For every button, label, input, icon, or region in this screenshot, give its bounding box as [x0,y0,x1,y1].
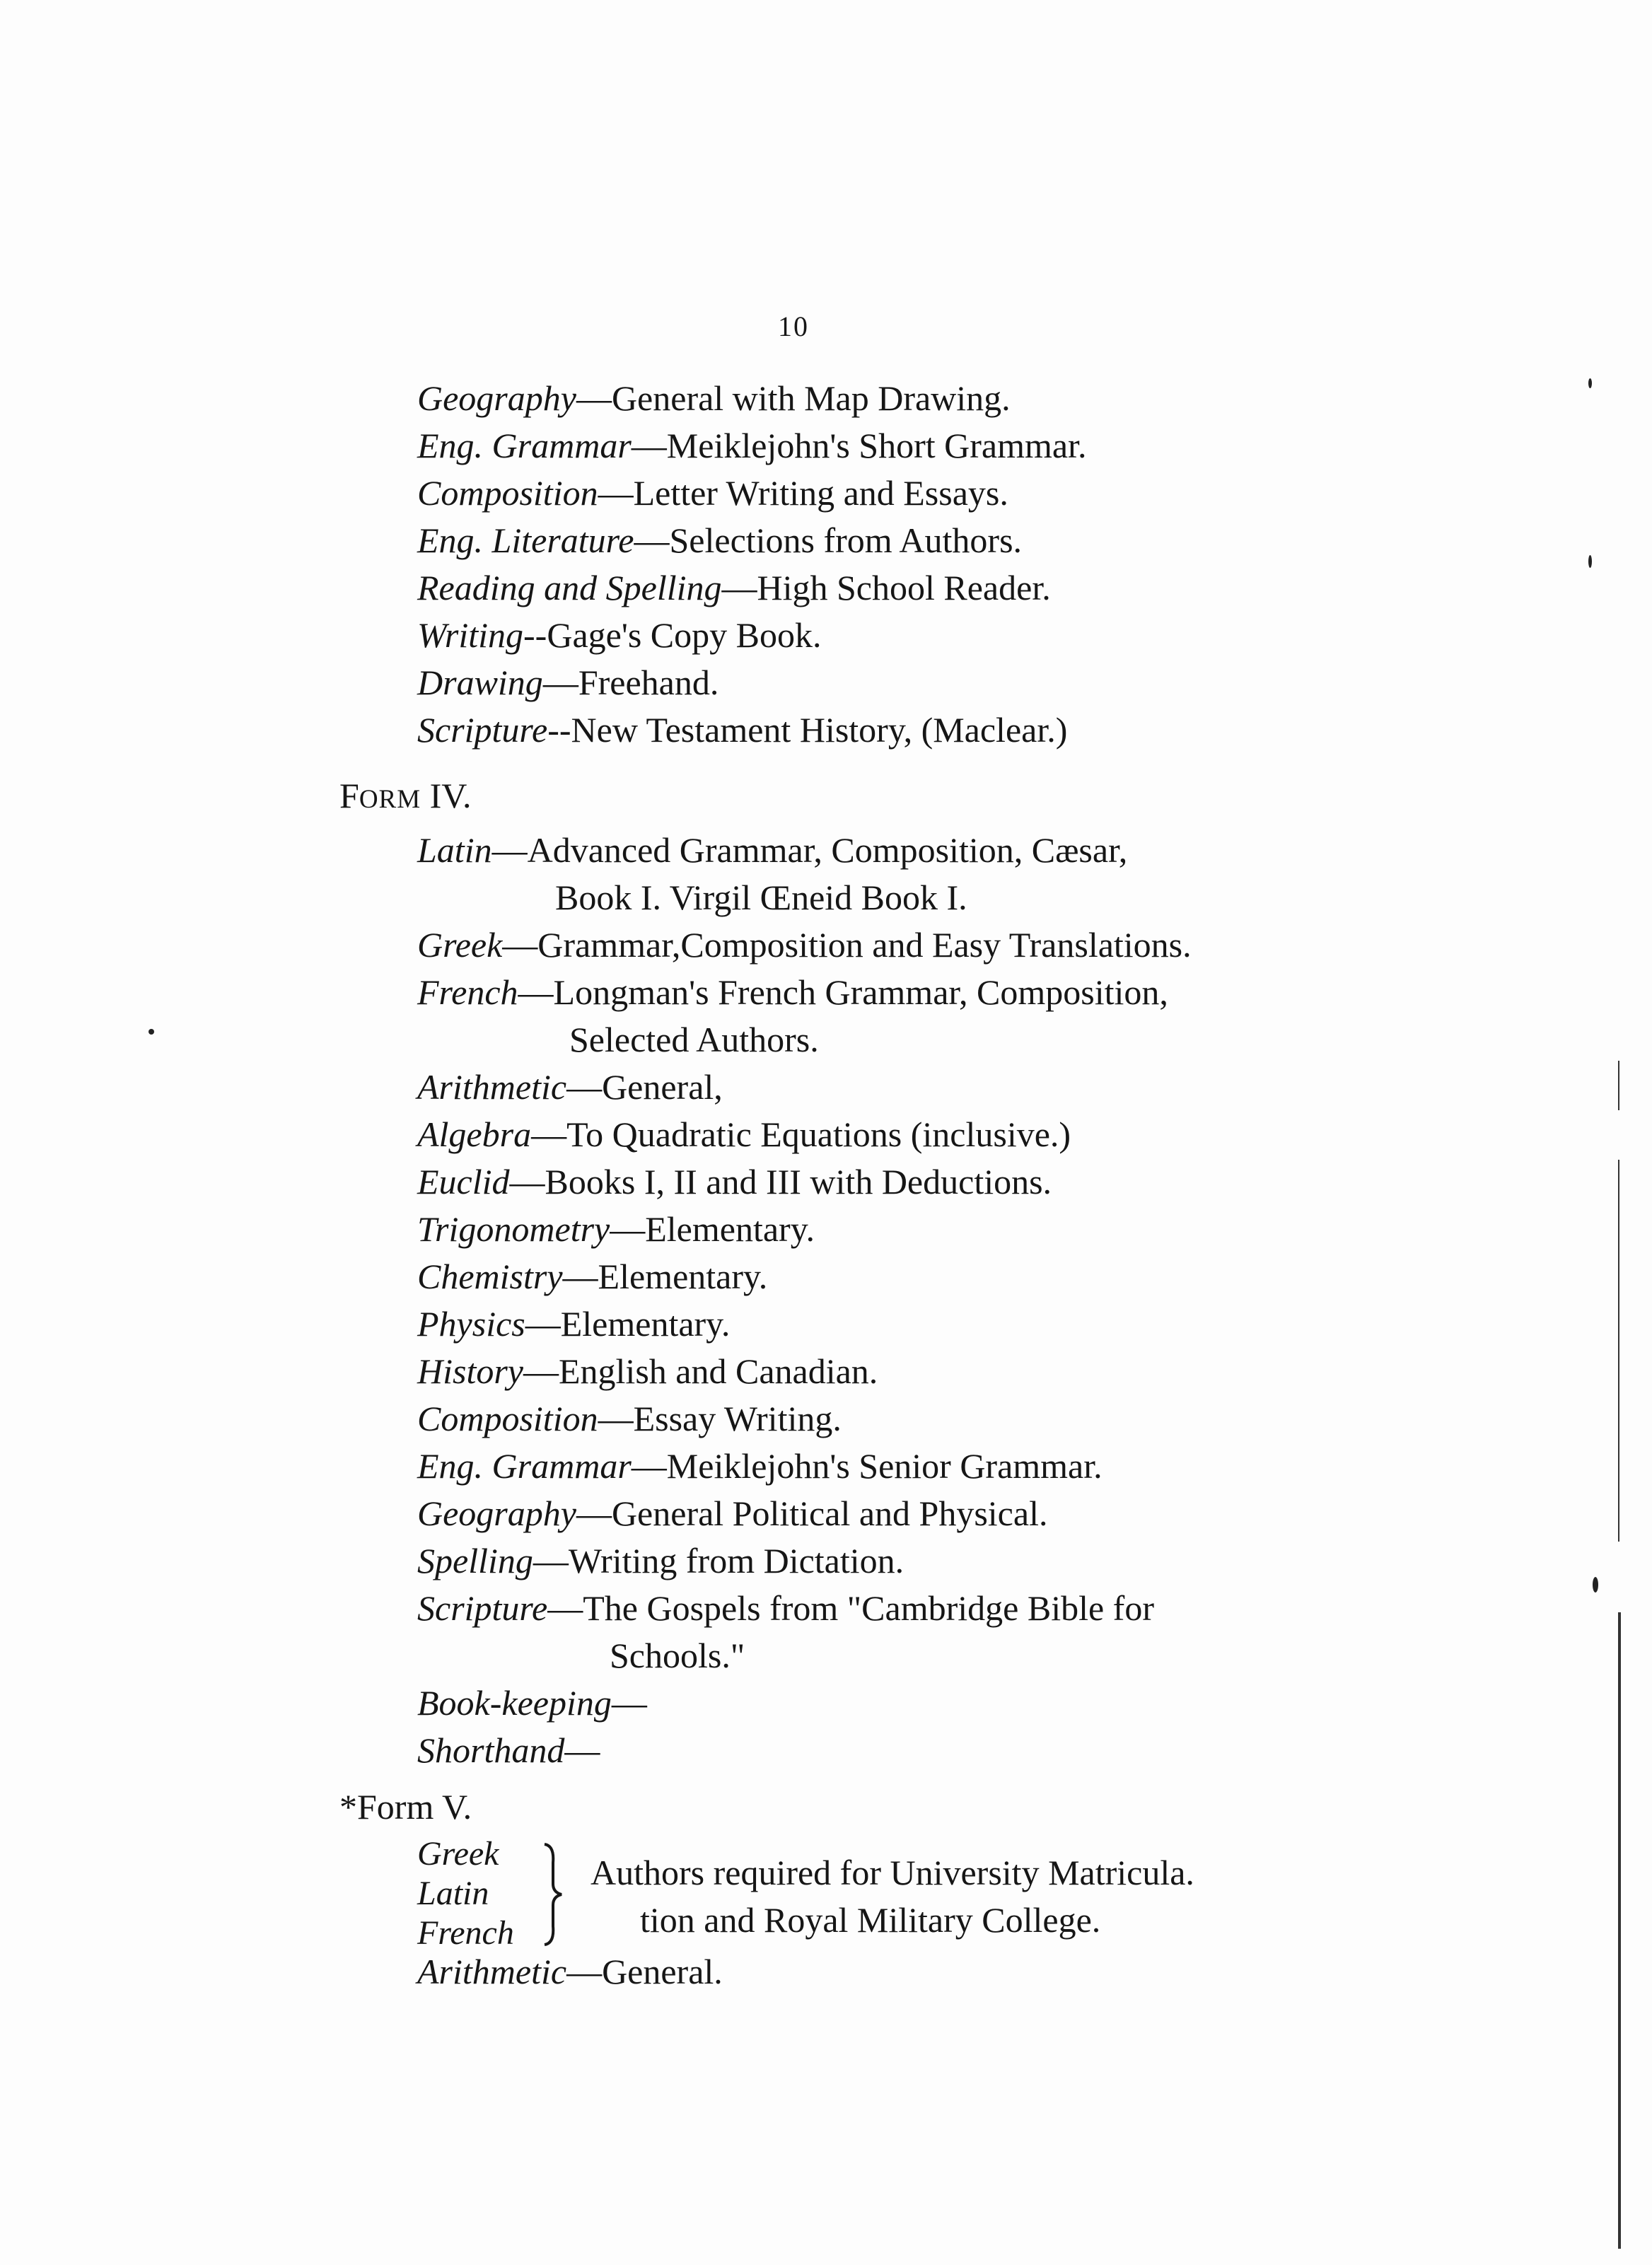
scan-edge-mark [1618,1160,1619,1542]
list-item: Geography—General with Map Drawing. [417,378,1011,418]
bracket-subject: Latin [417,1875,489,1912]
list-item: Book-keeping— [417,1683,647,1723]
list-item: Eng. Literature—Selections from Authors. [417,520,1023,560]
list-item: Composition—Essay Writing. [417,1399,842,1438]
list-item: Eng. Grammar—Meiklejohn's Senior Grammar. [417,1446,1103,1486]
bracket-subjects [417,1834,514,1953]
list-item: Geography—General Political and Physical. [417,1493,1048,1533]
list-item: Scripture--New Testament History, (Maclear.) [417,710,1068,750]
scan-edge-mark [1618,1612,1621,2249]
list-item: Drawing—Freehand. [417,663,719,702]
bracket-subject: Greek [417,1835,499,1873]
list-item-continuation: Selected Authors. [569,1020,819,1059]
list-item: French—Longman's French Grammar, Composition, [417,972,1168,1012]
list-item-continuation: Schools." [610,1636,745,1675]
bracket-text-line-2: tion and Royal Military College. [640,1900,1101,1940]
list-item: Algebra—To Quadratic Equations (inclusive.) [417,1114,1071,1154]
list-item: Shorthand— [417,1730,600,1770]
list-item: Physics—Elementary. [417,1304,731,1344]
list-item: Arithmetic—General, [417,1067,723,1107]
curly-brace-icon [540,1841,569,1947]
form4-heading: FORM IV. [339,776,472,815]
scan-speck [1588,555,1592,568]
bracket-subject: French [417,1914,514,1952]
scan-speck [1593,1577,1598,1593]
list-item: Scripture—The Gospels from "Cambridge Bible for [417,1588,1154,1628]
form5-heading: *Form V. [339,1787,472,1827]
list-item: Eng. Grammar—Meiklejohn's Short Grammar. [417,426,1087,465]
list-item: Spelling—Writing from Dictation. [417,1541,904,1580]
list-item-continuation: Book I. Virgil Œneid Book I. [555,878,967,917]
list-item: Latin—Advanced Grammar, Composition, Cæsar, [417,830,1128,870]
list-item: History—English and Canadian. [417,1351,878,1391]
list-item: Reading and Spelling—High School Reader. [417,568,1051,607]
list-item: Trigonometry—Elementary. [417,1209,815,1249]
list-item: Chemistry—Elementary. [417,1257,768,1296]
list-item: Arithmetic—General. [417,1952,723,1991]
scan-edge-mark [1618,1061,1619,1110]
bracket-text-line-1: Authors required for University Matricula. [591,1853,1194,1892]
scan-speck [1588,378,1592,388]
list-item: Composition—Letter Writing and Essays. [417,473,1008,513]
scan-speck [149,1029,154,1035]
list-item: Greek—Grammar,Composition and Easy Translations. [417,925,1192,965]
list-item: Writing--Gage's Copy Book. [417,615,822,655]
page-number: 10 [778,310,809,342]
list-item: Euclid—Books I, II and III with Deductions. [417,1162,1052,1201]
